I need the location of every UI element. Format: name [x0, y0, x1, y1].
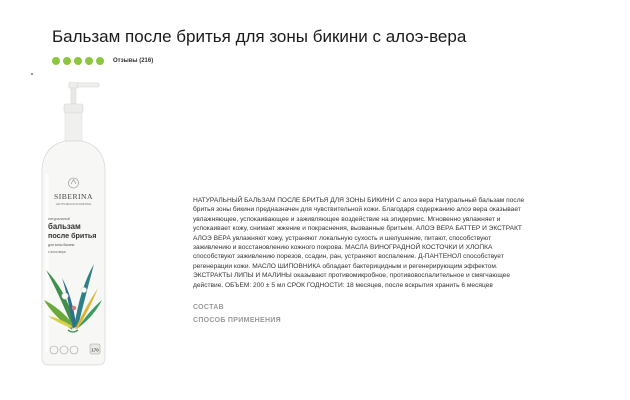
- package-name-line2: после бритья: [48, 231, 97, 240]
- package-brand: SIBERINA: [53, 192, 94, 201]
- product-image[interactable]: [28, 82, 118, 374]
- accordion-composition[interactable]: СОСТАВ: [193, 304, 224, 311]
- star-icon: [85, 57, 93, 65]
- package-kicker: натуральный: [48, 217, 70, 221]
- rating-stars: [52, 57, 104, 65]
- star-icon: [63, 57, 71, 65]
- package-brand-sub: НАТУРАЛЬНАЯ КОСМЕТИКА: [55, 203, 92, 206]
- package-name-line1: бальзам: [48, 222, 81, 231]
- decorative-dot: [31, 73, 33, 75]
- package-volume: 170: [91, 347, 99, 353]
- bottle-image: [28, 82, 118, 374]
- rating[interactable]: [52, 56, 153, 66]
- product-description: НАТУРАЛЬНЫЙ БАЛЬЗАМ ПОСЛЕ БРИТЬЯ ДЛЯ ЗОНЫ БИКИНИ С алоэ вера Натуральный бальзам после бритья зоны бикини предназначен для чувствительной кожи. Благодаря содержанию алоэ вера оказывает увлажняющее, успокаивающее и заживляющее воздействие на эпидермис. Мгновенно увлажняет и успокаивает кожу, снимает жжение и покраснения, вызванные бритьем. АЛОЭ ВЕРА БАТТЕР И ЭКСТРАКТ АЛОЭ ВЕРА увлажняют кожу, устраняют локальную сухость и шелушение, питают, способствуют заживлению и восстановлению кожного покрова. МАСЛА ВИНОГРАДНОЙ КОСТОЧКИ И ХЛОПКА способствуют заживлению порезов, ссадин, ран, устраняют воспаление. Д-ПАНТЕНОЛ способствует регенерации кожи. МАСЛО ШИПОВНИКА обладает бактерицидным и регенерирующим эффектом. ЭКСТРАКТЫ ЛИПЫ И МАЛИНЫ оказывают противомикробное, противовоспалительное и смягчающее действие. ОБЪЕМ: 200 ± 5 мл СРОК ГОДНОСТИ: 18 месяцев, после вскрытия хранить 6 месяцев: [193, 197, 525, 289]
- package-ingredient-line: с алоэ-вера: [48, 250, 66, 254]
- star-icon: [74, 57, 82, 65]
- accordion-usage[interactable]: СПОСОБ ПРИМЕНЕНИЯ: [193, 317, 282, 324]
- package-use-line: для зоны бикини: [48, 243, 75, 247]
- star-icon: [52, 57, 60, 65]
- reviews-link[interactable]: Отзывы (216): [113, 58, 154, 64]
- star-icon: [96, 57, 104, 65]
- product-title: Бальзам после бритья для зоны бикини с алоэ-вера: [52, 27, 467, 46]
